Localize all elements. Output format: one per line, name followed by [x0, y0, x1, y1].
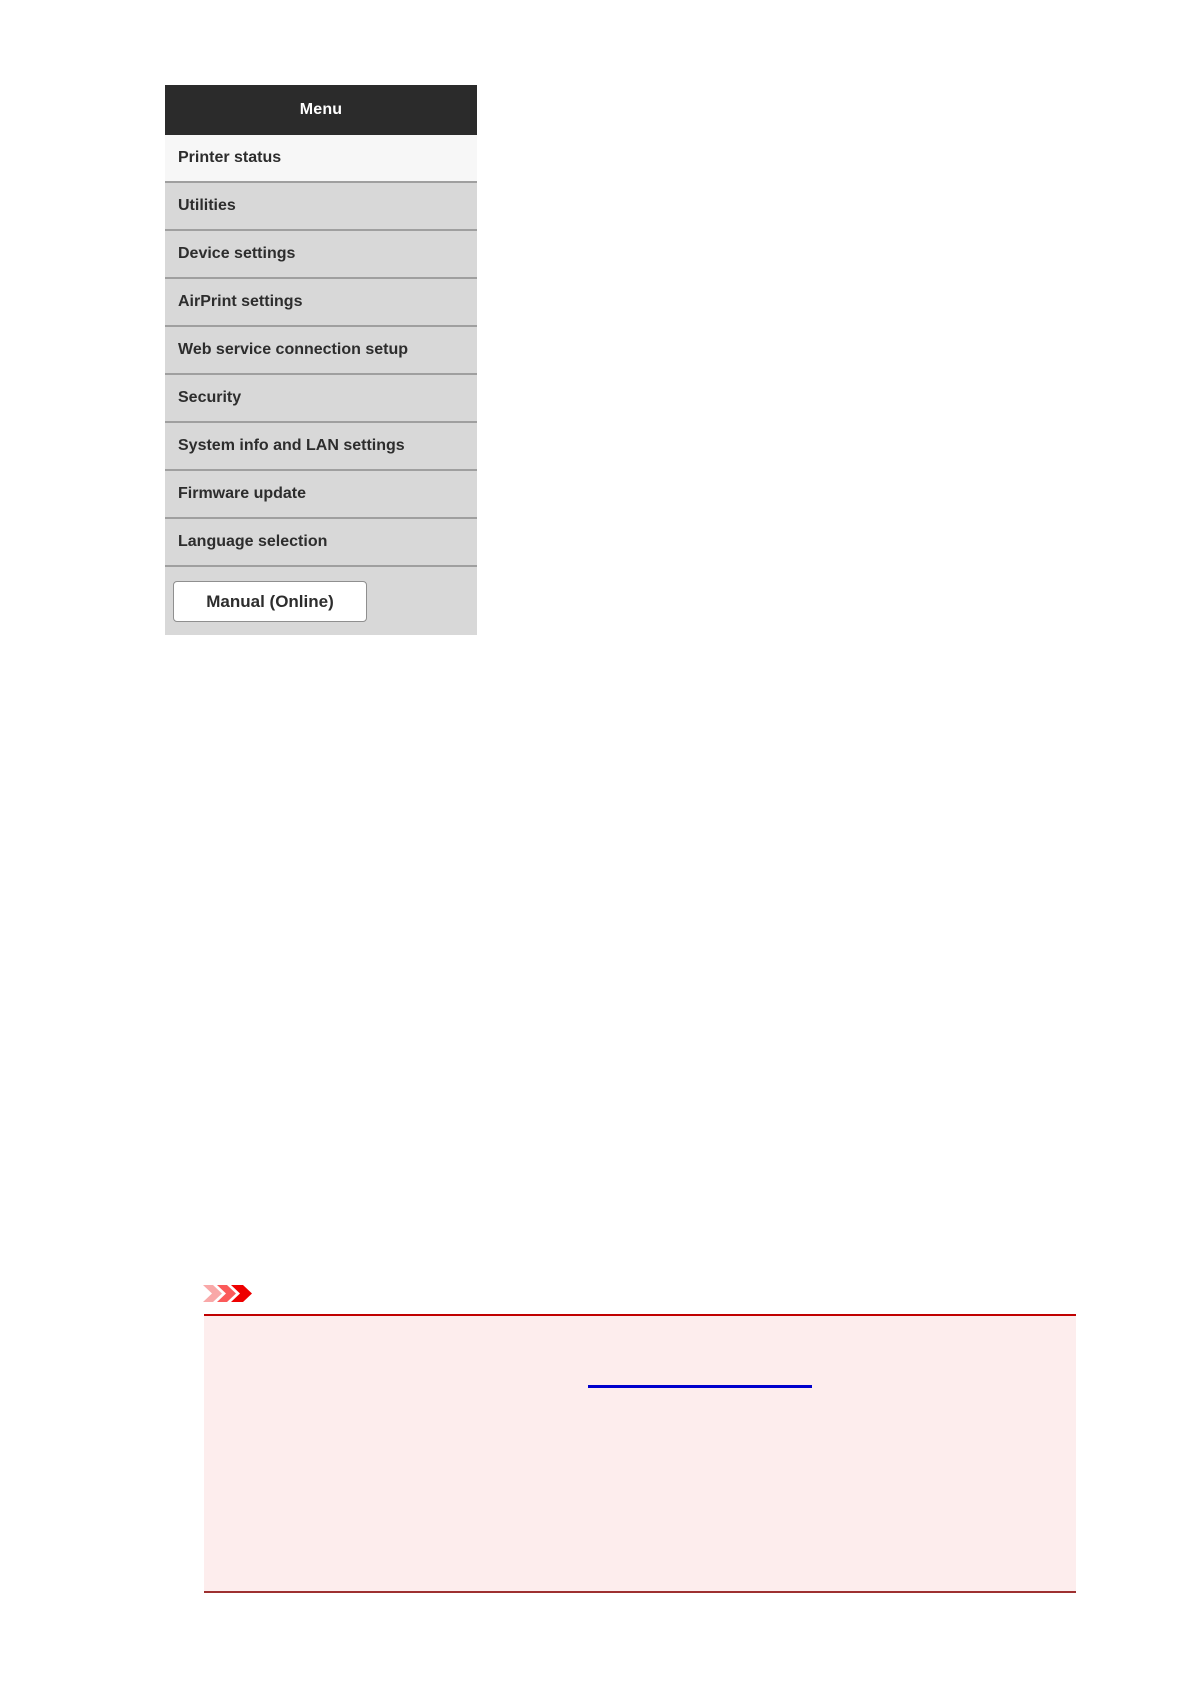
menu-item-device-settings[interactable]: Device settings	[165, 229, 477, 277]
menu-panel	[165, 85, 477, 635]
menu-button-row	[165, 565, 477, 635]
menu-item-utilities[interactable]: Utilities	[165, 181, 477, 229]
menu-item-firmware-update[interactable]: Firmware update	[165, 469, 477, 517]
menu-title: Menu	[165, 85, 477, 135]
menu-list	[165, 135, 477, 565]
menu-item-language-selection[interactable]: Language selection	[165, 517, 477, 565]
important-note-link[interactable]	[588, 1364, 812, 1388]
important-note-box	[204, 1314, 1076, 1593]
menu-item-airprint-settings[interactable]: AirPrint settings	[165, 277, 477, 325]
menu-item-printer-status[interactable]: Printer status	[165, 135, 477, 181]
menu-item-system-info-and-lan-settings[interactable]: System info and LAN settings	[165, 421, 477, 469]
menu-item-web-service-connection-setup[interactable]: Web service connection setup	[165, 325, 477, 373]
important-chevrons-icon	[203, 1285, 255, 1302]
manual-online-button[interactable]: Manual (Online)	[173, 581, 367, 622]
menu-item-security[interactable]: Security	[165, 373, 477, 421]
